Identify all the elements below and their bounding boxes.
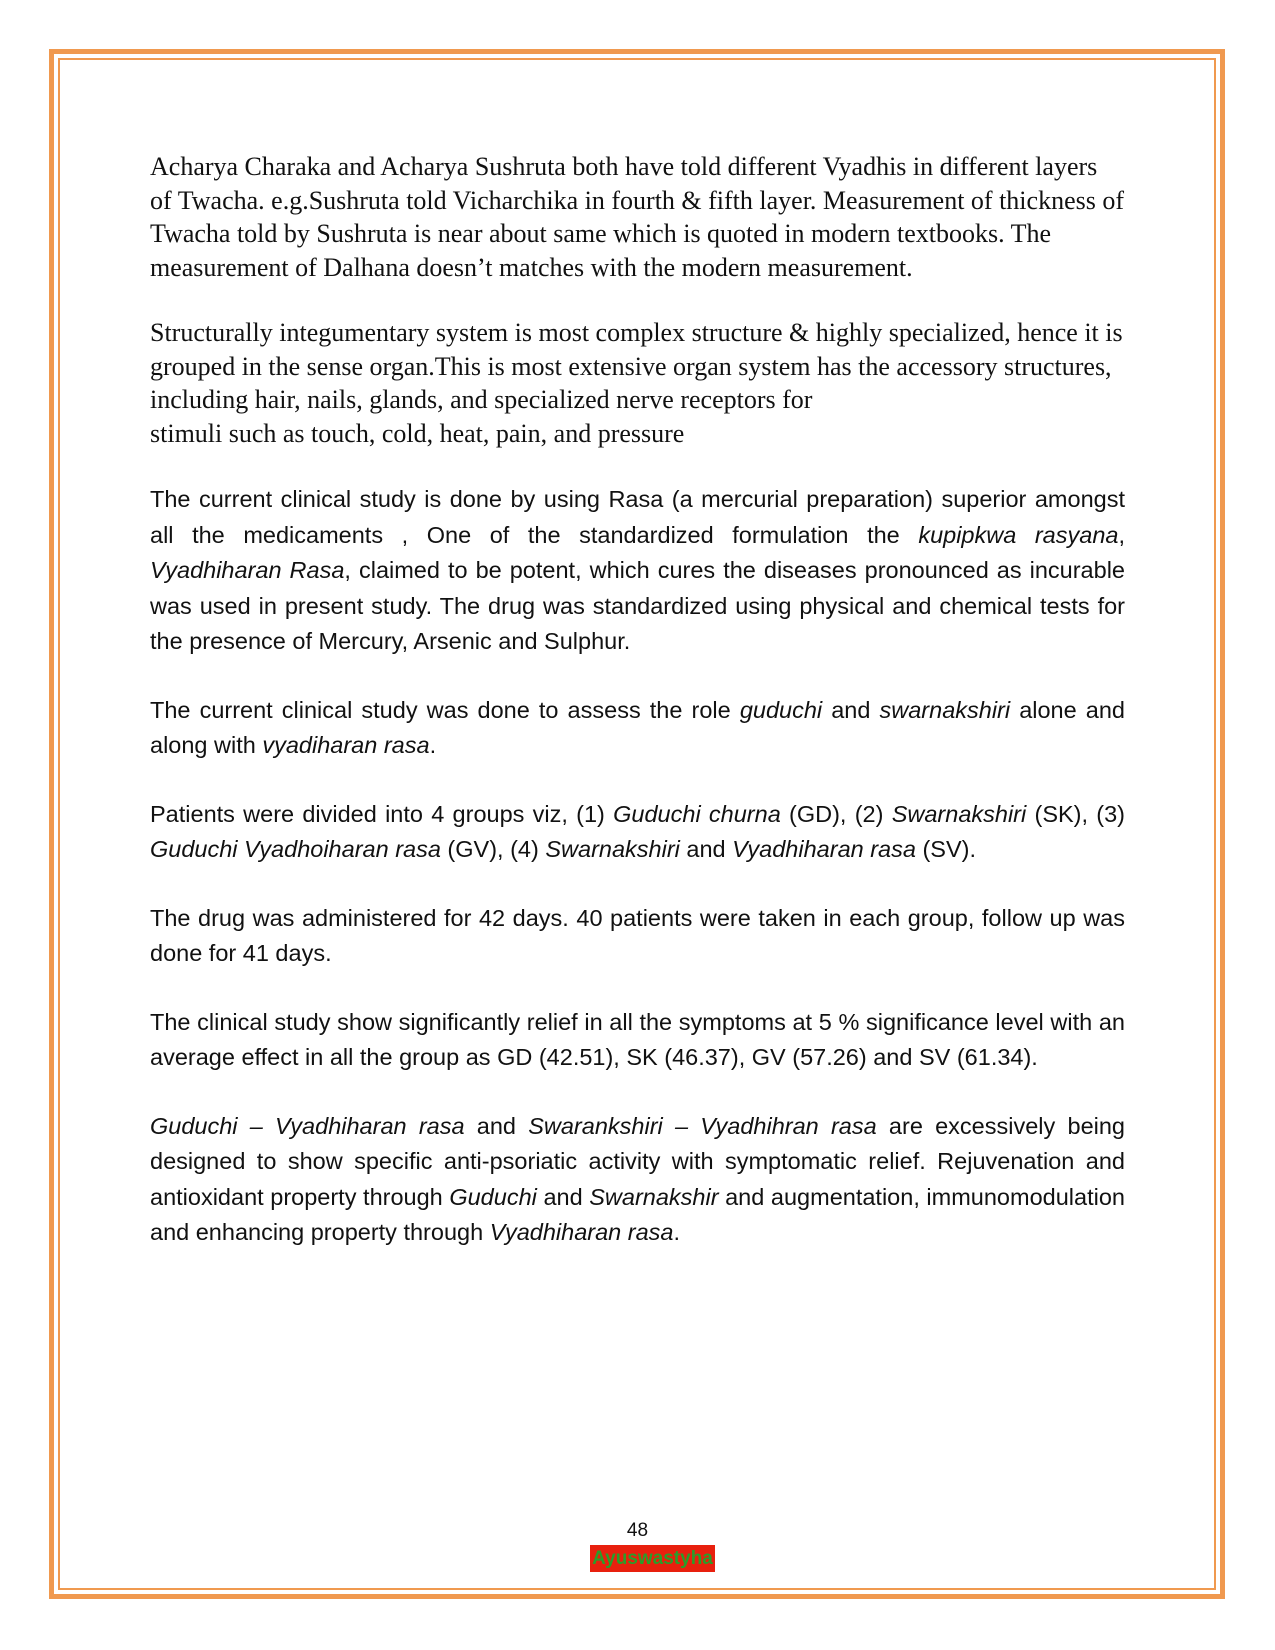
italic-term: vyadiharan rasa <box>262 732 430 758</box>
page-content <box>150 150 1125 1251</box>
text-run: Patients were divided into 4 groups viz, (1) <box>150 800 614 827</box>
text-run: and <box>679 836 733 862</box>
paragraph-study-role <box>150 693 1125 764</box>
paragraph-clinical-results: The clinical study show significantly relief in all the symptoms at 5 % significance level with an average effect in all the group as GD (42.51), SK (46.37), GV (57.26) and SV (61.34). <box>150 1008 1125 1070</box>
paragraph-conclusion <box>150 1109 1125 1251</box>
text-run: alone and along with <box>150 696 1125 758</box>
italic-term: Guduchi <box>449 1183 537 1210</box>
italic-term: kupipkwa rasyana <box>918 521 1119 548</box>
text-run: The current clinical study is done by using Rasa (a mercurial preparation) superior amongst all the medicaments , One of the standardized formulation the <box>150 486 1125 548</box>
italic-term: Guduchi churna <box>613 800 781 827</box>
italic-term: Vyadhiharan Rasa <box>150 557 345 583</box>
italic-term: Swarankshiri – Vyadhihran rasa <box>528 1112 877 1139</box>
paragraph-patient-groups <box>150 797 1125 868</box>
page-number: 48 <box>626 1520 649 1541</box>
text-run: . <box>673 1219 681 1245</box>
text-run: (SV). <box>915 836 977 862</box>
text-run: . <box>429 732 437 758</box>
text-run: and augmentation, immunomodulation and enhancing property through <box>150 1183 1125 1245</box>
italic-term: Guduchi – Vyadhiharan rasa <box>150 1112 465 1139</box>
text-run: The current clinical study was done to assess the role <box>150 696 740 723</box>
text-run: and <box>822 696 880 723</box>
italic-term: Swarnakshiri <box>545 836 680 862</box>
text-run: , <box>1118 521 1125 548</box>
text-run: (SK), (3) <box>1026 800 1125 827</box>
italic-term: Vyadhiharan rasa <box>489 1219 674 1245</box>
text-run: (GD), (2) <box>780 800 892 827</box>
paragraph-integumentary-system-part1: Structurally integumentary system is most complex structure & highly specialized, hence it is grouped in the sense organ.This is most extensive organ system has the accessory structures, including hair, nails, glands, and specialized nerve receptors for <box>150 318 1123 414</box>
text-run: and <box>464 1112 529 1139</box>
italic-term: swarnakshiri <box>879 696 1011 723</box>
italic-term: guduchi <box>739 696 823 723</box>
text-run: , claimed to be potent, which cures the diseases pronounced as incurable was used in present study. The drug was standardized using physical and chemical tests for the presence of Mercury, Arsenic and Sulphur. <box>150 557 1125 654</box>
italic-term: Swarnakshiri <box>891 800 1027 827</box>
italic-term: Vyadhiharan rasa <box>732 836 916 862</box>
text-run: (GV), (4) <box>440 836 546 862</box>
paragraph-clinical-study-rasa <box>150 482 1125 660</box>
paragraph-integumentary-system <box>150 316 1125 450</box>
text-run: are excessively being designed to show specific anti-psoriatic activity with symptomatic relief. Rejuvenation and antioxidant property through <box>150 1112 1125 1210</box>
paragraph-twacha-layers: Acharya Charaka and Acharya Sushruta both have told different Vyadhis in different layers of Twacha. e.g.Sushruta told Vicharchika in fourth & fifth layer. Measurement of thickness of Twacha told by Sushruta is near about same which is quoted in modern textbooks. The measurement of Dalhana doesn’t matches with the modern measurement. <box>150 152 1125 282</box>
text-run: and <box>536 1183 590 1210</box>
italic-term: Guduchi Vyadhoiharan rasa <box>150 836 441 862</box>
paragraph-integumentary-system-part2: stimuli such as touch, cold, heat, pain, and pressure <box>150 418 685 448</box>
brand-label: Ayuswastyha <box>590 1545 715 1572</box>
italic-term: Swarnakshir <box>589 1183 719 1210</box>
paragraph-drug-administration: The drug was administered for 42 days. 40 patients were taken in each group, follow up was done for 41 days. <box>150 904 1125 966</box>
